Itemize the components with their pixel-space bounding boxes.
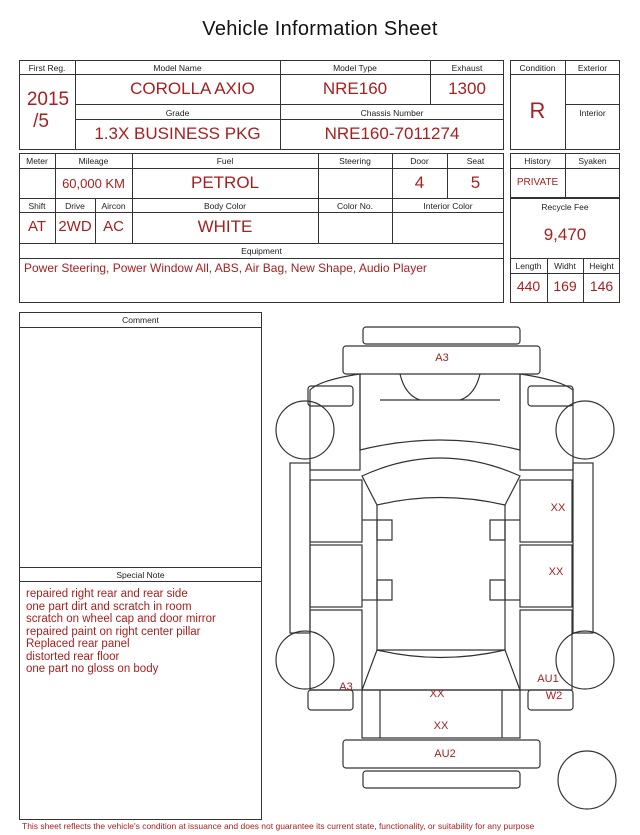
seat-label: Seat: [466, 156, 485, 166]
seat-value: 5: [470, 173, 481, 192]
width-label: Widht: [554, 261, 576, 271]
shift-label: Shift: [28, 201, 46, 211]
exhaust-value: 1300: [448, 79, 486, 98]
length-label: Length: [515, 261, 542, 271]
special-note-item: one part no gloss on body: [26, 663, 159, 675]
exhaust-label: Exhaust: [451, 63, 483, 73]
page-title: Vehicle Information Sheet: [202, 18, 438, 40]
history-value: PRIVATE: [516, 177, 559, 188]
condition-value: R: [529, 98, 546, 123]
special-note-item: one part dirt and scratch in room: [26, 600, 192, 613]
special-note-label: Special Note: [116, 570, 165, 580]
body-color-label: Body Color: [203, 201, 247, 211]
damage-mark-left-rear-quarter: A3: [339, 681, 353, 693]
exterior-label: Exterior: [577, 63, 608, 73]
chassis-label: Chassis Number: [360, 108, 424, 118]
aircon-value: AC: [103, 218, 124, 235]
damage-mark-front-bumper: A3: [435, 352, 449, 364]
special-note-item: distorted rear floor: [26, 650, 120, 663]
special-note-item: repaired right rear and rear side: [26, 588, 188, 600]
model-type-value: NRE160: [322, 79, 388, 98]
width-value: 169: [553, 278, 577, 294]
steering-label: Steering: [339, 156, 371, 166]
history-label: History: [524, 156, 551, 166]
model-name-value: COROLLA AXIO: [130, 79, 255, 98]
damage-mark-trunk: XX: [429, 688, 445, 700]
door-label: Door: [410, 156, 429, 166]
equipment-label: Equipment: [241, 246, 282, 256]
damage-mark-rear-bumper: AU2: [434, 748, 456, 760]
recycle-fee-value: 9,470: [543, 225, 587, 244]
model-type-label: Model Type: [333, 63, 377, 73]
interior-label: Interior: [579, 108, 606, 118]
drive-value: 2WD: [58, 218, 92, 235]
special-note-item: repaired paint on right center pillar: [26, 625, 201, 638]
meter-label: Meter: [26, 156, 48, 166]
model-name-label: Model Name: [153, 63, 202, 73]
fuel-value: PETROL: [190, 173, 260, 192]
special-note-list: [26, 588, 216, 676]
first-reg-month: /5: [33, 111, 49, 132]
condition-label: Condition: [519, 63, 556, 73]
grade-label: Grade: [165, 108, 190, 118]
damage-mark-right-rear-quarter-2: W2: [545, 690, 563, 702]
chassis-value: NRE160-7011274: [324, 124, 460, 143]
damage-mark-rear-panel: XX: [433, 720, 449, 732]
comment-label: Comment: [122, 315, 159, 325]
equipment-value: Power Steering, Power Window All, ABS, Air Bag, New Shape, Audio Player: [24, 261, 427, 275]
syaken-label: Syaken: [578, 156, 607, 166]
damage-mark-right-front-door: XX: [550, 502, 566, 514]
special-note-item: scratch on wheel cap and door mirror: [26, 613, 216, 625]
height-label: Height: [589, 261, 614, 271]
mileage-label: Mileage: [78, 156, 109, 166]
door-value: 4: [414, 173, 425, 192]
interior-color-label: Interior Color: [423, 201, 473, 211]
color-no-label: Color No.: [337, 201, 373, 211]
damage-mark-right-rear-quarter-1: AU1: [537, 673, 559, 685]
first-reg-label: First Reg.: [28, 63, 66, 73]
recycle-fee-label: Recycle Fee: [541, 202, 589, 212]
damage-mark-right-rear-door: XX: [548, 566, 564, 578]
length-value: 440: [516, 278, 541, 294]
fuel-label: Fuel: [216, 156, 234, 166]
comment-block: [19, 312, 262, 820]
car-damage-diagram: [270, 320, 620, 825]
grade-value: 1.3X BUSINESS PKG: [94, 124, 261, 143]
aircon-label: Aircon: [101, 201, 126, 211]
height-value: 146: [589, 278, 614, 294]
first-reg-year: 2015: [26, 89, 70, 110]
special-note-item: Replaced rear panel: [26, 638, 130, 650]
drive-label: Drive: [65, 201, 85, 211]
shift-value: AT: [27, 218, 47, 235]
body-color-value: WHITE: [197, 217, 253, 236]
footer-disclaimer: This sheet reflects the vehicle's condition at issuance and does not guarantee its current state, functionality, or suitability for any purpose: [22, 821, 535, 831]
mileage-value: 60,000 KM: [62, 176, 125, 191]
